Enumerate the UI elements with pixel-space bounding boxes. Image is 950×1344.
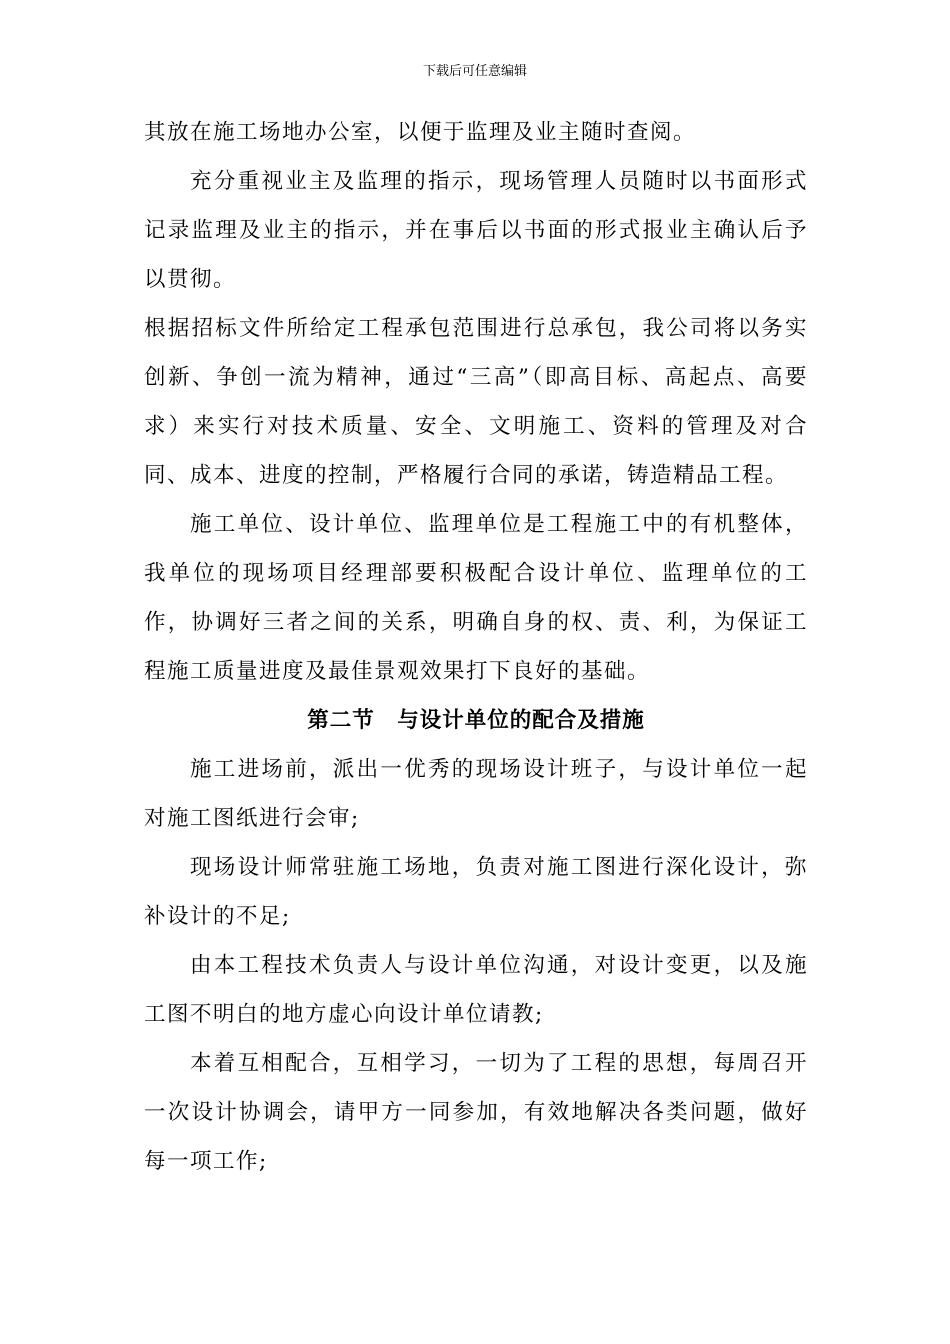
section-heading: 第二节 与设计单位的配合及措施 [307,708,645,733]
paragraph-continuation: 其放在施工场地办公室，以便于监理及业主随时查阅。 [144,120,697,145]
paragraph-supervisor-instructions: 充分重视业主及监理的指示，现场管理人员随时以书面形式记录监理及业主的指示，并在事后以书面的形式报业主确认后予以贯彻。 [144,169,808,292]
paragraph-general-contracting: 根据招标文件所给定工程承包范围进行总承包，我公司将以务实创新、争创一流为精神，通过“三高”（即高目标、高起点、高要求）来实行对技术质量、安全、文明施工、资料的管理及对合同、成本、进度的控制，严格履行合同的承诺，铸造精品工程。 [144,316,808,488]
paragraph-technical-lead: 由本工程技术负责人与设计单位沟通，对设计变更，以及施工图不明白的地方虚心向设计单位请教; [144,953,808,1027]
document-body [144,108,808,1186]
paragraph-three-parties: 施工单位、设计单位、监理单位是工程施工中的有机整体，我单位的现场项目经理部要积极配合设计单位、监理单位的工作，协调好三者之间的关系，明确自身的权、责、利，为保证工程施工质量进度及最佳景观效果打下良好的基础。 [144,512,808,684]
paragraph-site-designer: 现场设计师常驻施工场地，负责对施工图进行深化设计，弥补设计的不足; [144,855,808,929]
paragraph-weekly-meeting: 本着互相配合，互相学习，一切为了工程的思想，每周召开一次设计协调会，请甲方一同参加，有效地解决各类问题，做好每一项工作; [144,1051,808,1174]
paragraph-design-team: 施工进场前，派出一优秀的现场设计班子，与设计单位一起对施工图纸进行会审; [144,757,808,831]
page-header-note: 下载后可任意编辑 [422,64,527,79]
